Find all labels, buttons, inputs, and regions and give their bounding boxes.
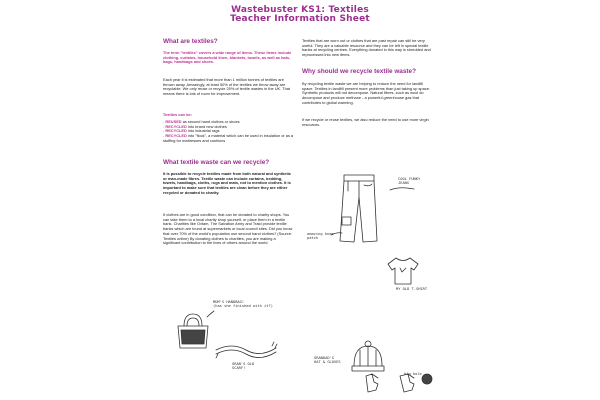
jeans-label: COOL FUNKY JEANS [398,177,421,186]
para-textiles-definition: The term "textiles" covers a wide range of items. These items include clothing, curtains, household linen, blankets, towels, as well as hats, bags, handbags and shoes. [163,50,292,65]
jeans-sketch [338,173,382,245]
para-charity-donations: If clothes are in good condition, that can be donated to charity shops. You can take them to a local charity shop yourself, or place them in a textile bank. Charities like Oxfam, The Salvation Army and Traid provide textile banks which are found at supermarkets or local council sites. Did you know that over 70% of the world's population use second hand clothes? (Source: Textiles online) By donating clothes to charities, you are making a significant contribution to the lives of others around the world. [163,212,293,246]
hat-gloves-label: GRANDAD'S HAT & GLOVES [314,356,341,365]
woolly-hat-sketch [350,340,386,372]
sheet-subtitle: Teacher Information Sheet [230,14,370,24]
big-hole-label: big hole [404,372,422,376]
scarf-sketch [214,340,278,360]
para-textile-statistics: Each year it is estimated that more than 1 million tonnes of textiles are thrown away. Amazingly, at least 50% of the textiles we throw away are recyclable. We only reuse or recycle 25% of textile wastes in the UK. That means there is lots of room for improvement. [163,77,291,97]
list-item: - RECYCLED into brand new clothes [163,125,295,130]
heading-what-are-textiles: What are textiles? [163,38,218,45]
para-recyclable-textiles: It is possible to recycle textiles made from both natural and synthetic or man-made fibres. Textile waste can include curtains, bedding, towels, handbags, cloths, rugs and mats, not to mention clothes. It is important to make sure that textiles are clean before they are either recycled or donated to charity. [163,171,291,195]
wool-ball-sketch [420,372,434,386]
para-worn-out-textiles: Textiles that are worn out or clothes that are past repair can still be very useful. They are a valuable resource and they can be left in special textile banks at recycling centres. Everything donated in this way is shredded and reprocessed into new items. [302,38,431,58]
para-landfill-reasons: By recycling textile waste we are helping to reduce the need for landfill space. Textiles in landfill present more problems than just taking up space. Synthetic products will not decompose. Natural fibres, such as wool do decompose and produce methane - a powerful greenhouse gas that contributes to global warming. [302,81,430,105]
tshirt-label: MY OLD T-SHIRT [396,287,428,291]
handbag-sketch [176,312,210,350]
para-reuse-benefits: If we recycle or reuse textiles, we also reduce the need to use more virgin resources. [302,117,429,127]
handbag-arrow [206,310,216,318]
heading-what-can-we-recycle: What textile waste can we recycle? [163,159,270,166]
list-item: - RECYCLED into "flock", a material which can be used in insulation or as a stuffing for mattresses and cushions [163,134,295,143]
handbag-label: MUM'S HANDBAG! (has she finished with it?) [213,300,273,309]
scarf-label: GRAN'S OLD SCARF! [232,362,255,371]
knee-patch-label: amazing knee patch [307,232,334,241]
tshirt-sketch [386,256,420,286]
patch-arrow [330,230,344,238]
para-textiles-can-be: Textiles can be: [163,112,192,117]
textile-options-list [163,120,295,144]
list-item: - RECYCLED into industrial rags [163,129,295,134]
heading-why-recycle: Why should we recycle textile waste? [302,68,417,75]
list-item: - REUSED as second hand clothes or shoes [163,120,295,125]
sheet-title: Wastebuster KS1: Textiles [231,5,369,15]
